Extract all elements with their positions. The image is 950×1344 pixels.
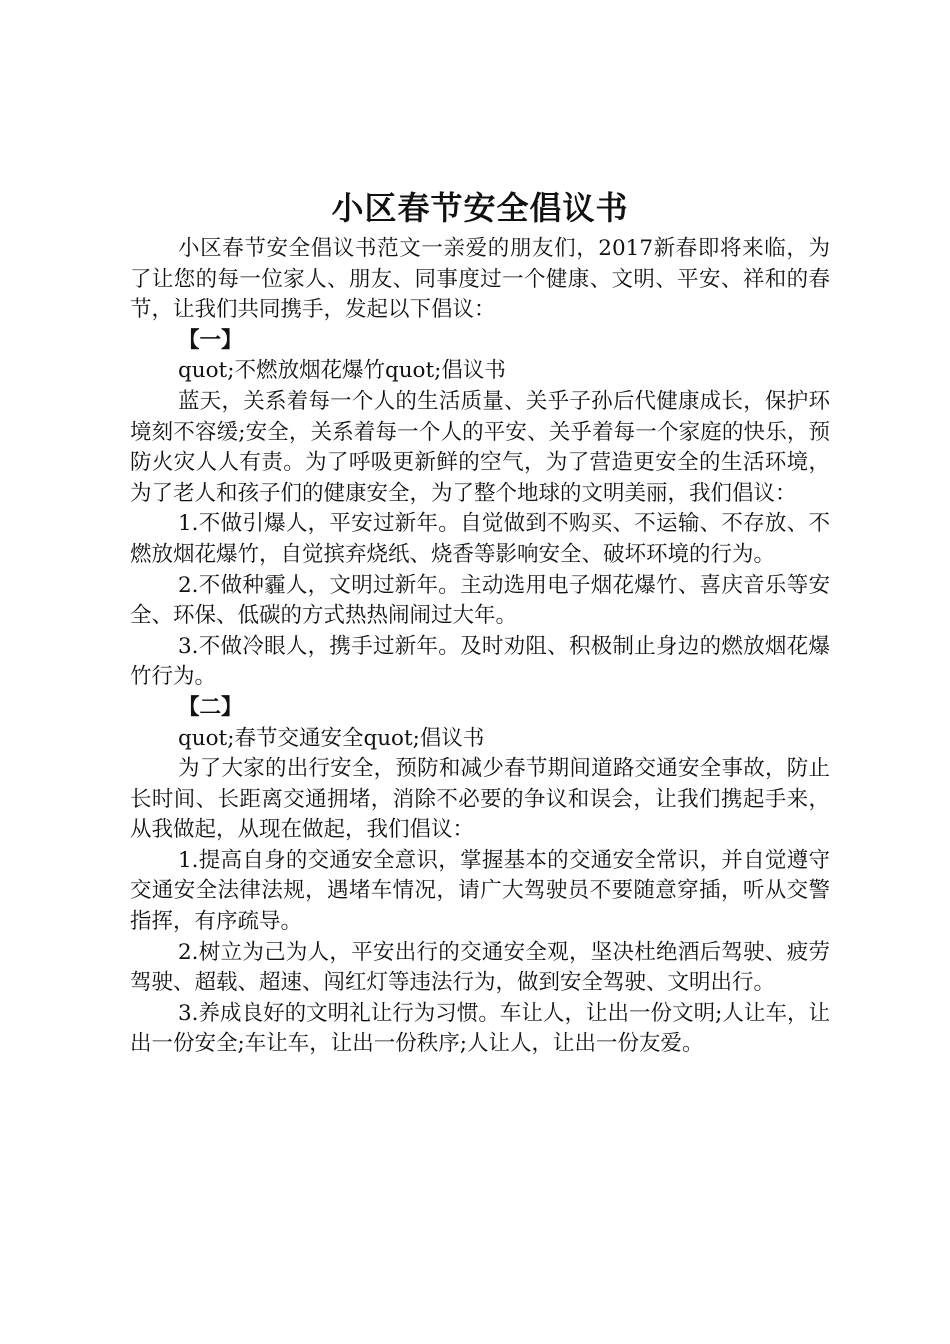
section-1-item-1: 1.不做引爆人，平安过新年。自觉做到不购买、不运输、不存放、不燃放烟花爆竹，自觉摈弃烧纸、烧香等影响安全、破坏环境的行为。 <box>130 511 830 567</box>
section-2-heading: 【二】 <box>178 694 243 720</box>
section-2-subtitle: quot;春节交通安全quot;倡议书 <box>178 725 485 751</box>
section-2-item-3: 3.养成良好的文明礼让行为习惯。车让人，让出一份文明;人让车，让出一份安全;车让车，让出一份秩序;人让人，让出一份友爱。 <box>130 1000 830 1057</box>
section-1-subtitle: quot;不燃放烟花爆竹quot;倡议书 <box>178 358 506 384</box>
section-1-heading: 【一】 <box>178 327 243 353</box>
document-title: 小区春节安全倡议书 <box>331 189 629 227</box>
document-page <box>130 186 830 1060</box>
section-2-body: 为了大家的出行安全，预防和减少春节期间道路交通安全事故，防止长时间、长距离交通拥堵，消除不必要的争议和误会，让我们携起手来，从我做起，从现在做起，我们倡议： <box>130 756 830 843</box>
section-1-body: 蓝天，关系着每一个人的生活质量、关乎子孙后代健康成长，保护环境刻不容缓;安全，关系着每一个人的平安、关乎着每一个家庭的快乐，预防火灾人人有责。为了呼吸更新鲜的空气，为了营造更安全的生活环境，为了老人和孩子们的健康安全，为了整个地球的文明美丽，我们倡议： <box>130 388 830 506</box>
section-1-item-3: 3.不做冷眼人，携手过新年。及时劝阻、积极制止身边的燃放烟花爆竹行为。 <box>130 633 830 690</box>
section-2-item-1: 1.提高自身的交通安全意识，掌握基本的交通安全常识，并自觉遵守交通安全法律法规，遇堵车情况，请广大驾驶员不要随意穿插，听从交警指挥，有序疏导。 <box>130 847 830 935</box>
section-2-item-2: 2.树立为己为人，平安出行的交通安全观，坚决杜绝酒后驾驶、疲劳驾驶、超载、超速、闯红灯等违法行为，做到安全驾驶、文明出行。 <box>130 939 830 996</box>
intro-paragraph: 小区春节安全倡议书范文一亲爱的朋友们，2017新春即将来临，为了让您的每一位家人、朋友、同事度过一个健康、文明、平安、祥和的春节，让我们共同携手，发起以下倡议： <box>130 236 830 323</box>
section-1-item-2: 2.不做种霾人，文明过新年。主动选用电子烟花爆竹、喜庆音乐等安全、环保、低碳的方式热热闹闹过大年。 <box>130 572 830 629</box>
